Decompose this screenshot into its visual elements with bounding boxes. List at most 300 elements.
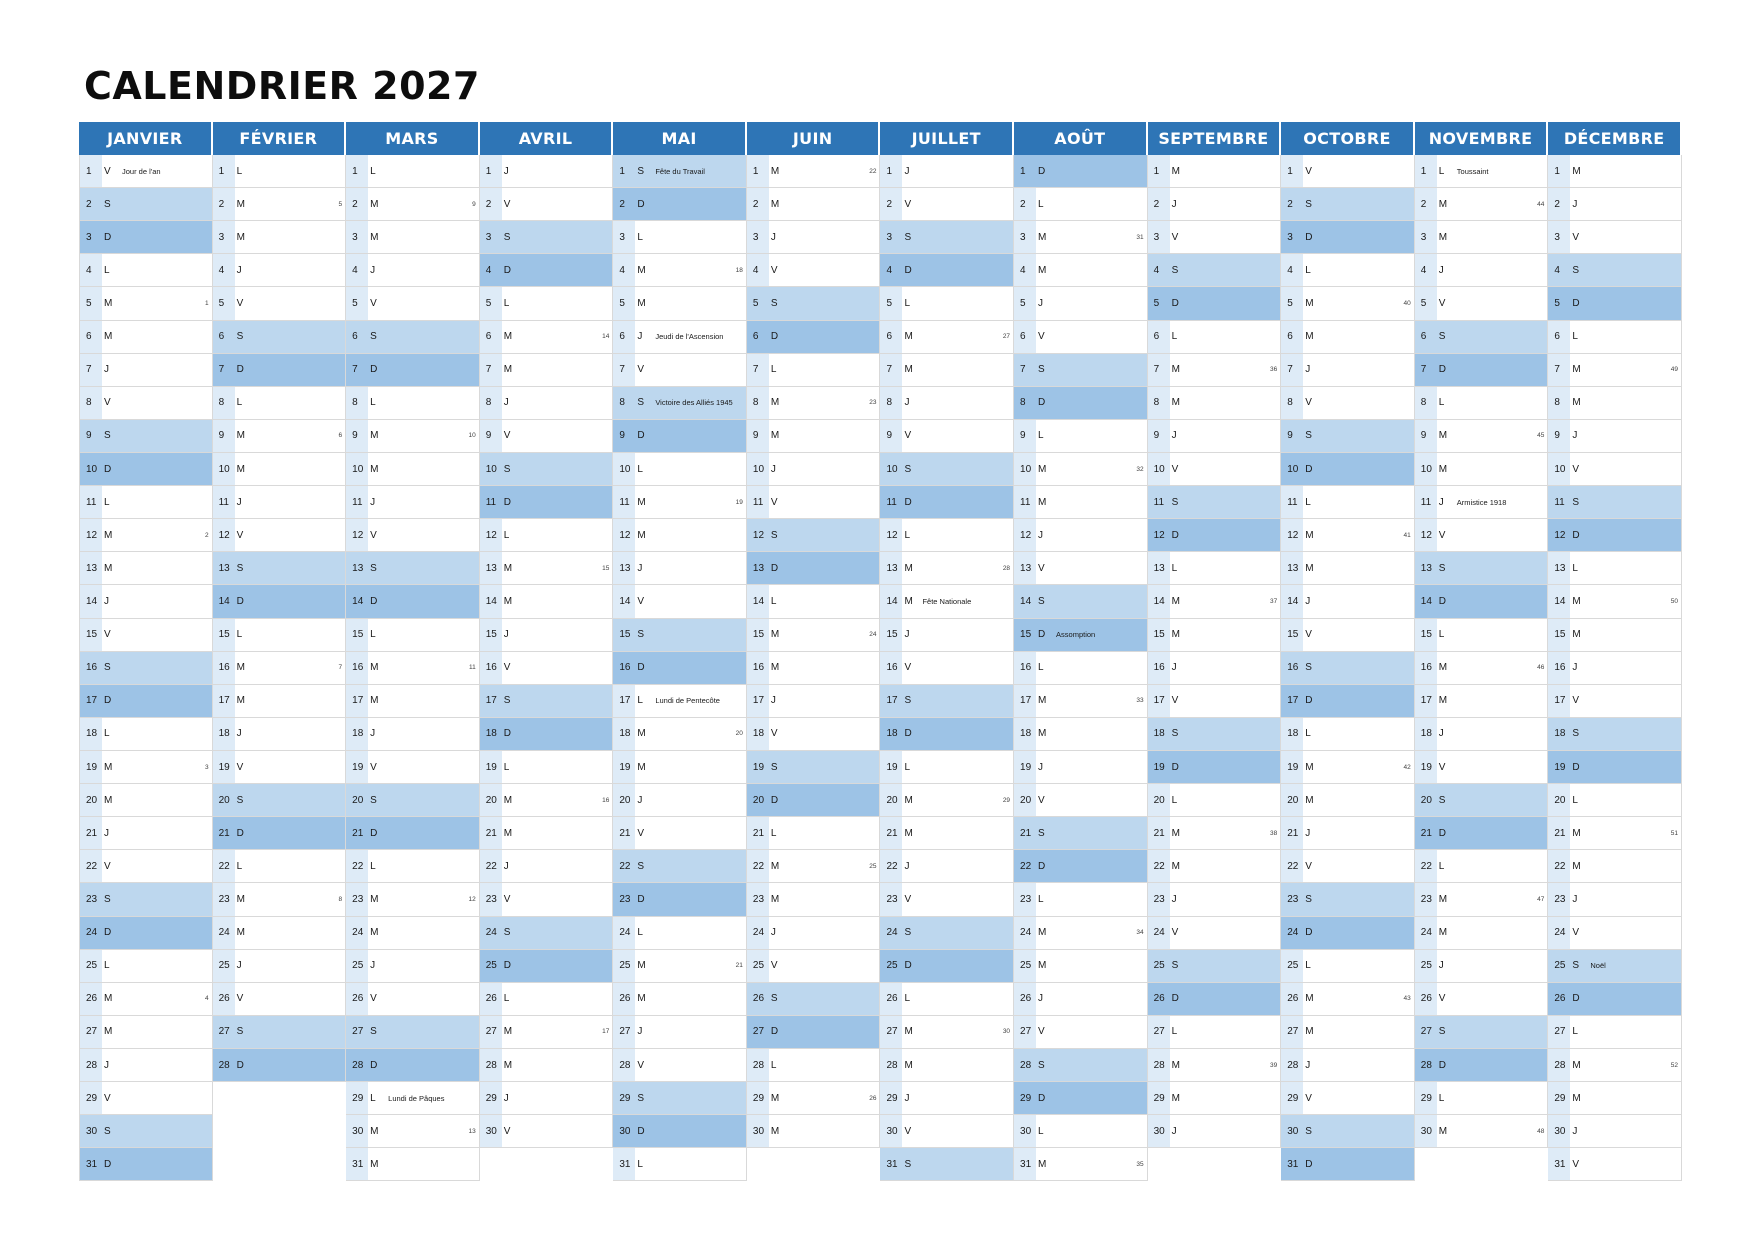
day-cell [1148, 983, 1282, 1016]
day-number: 6 [1148, 321, 1170, 353]
day-cell [346, 718, 480, 751]
day-number: 17 [1415, 685, 1437, 717]
day-number: 9 [619, 430, 625, 442]
day-number: 7 [880, 354, 902, 386]
day-of-week-letter: M [904, 1026, 913, 1038]
day-number: 4 [747, 254, 769, 286]
day-number: 21 [880, 817, 902, 849]
day-cell [1014, 1049, 1148, 1082]
day-number: 7 [1020, 364, 1026, 376]
day-of-week-letter: V [503, 198, 511, 210]
day-number: 23 [346, 883, 368, 915]
week-number: 42 [1403, 763, 1411, 771]
day-number: 22 [80, 850, 102, 882]
day-number: 1 [1148, 155, 1170, 187]
day-of-week-letter: D [637, 198, 645, 210]
week-number: 50 [1670, 597, 1678, 605]
week-number: 4 [204, 995, 209, 1003]
day-cell [213, 784, 347, 817]
day-number: 22 [1415, 850, 1437, 882]
day-of-week-letter: D [770, 331, 779, 343]
day-cell [1281, 850, 1415, 883]
day-cell [1548, 287, 1682, 320]
day-number: 15 [619, 629, 631, 641]
day-cell [880, 817, 1014, 850]
day-cell [1548, 1016, 1682, 1049]
day-cell [346, 784, 480, 817]
day-number: 16 [346, 652, 368, 684]
day-number: 2 [346, 188, 368, 220]
day-of-week-letter: M [1572, 364, 1581, 376]
day-cell [1014, 784, 1148, 817]
day-number: 3 [613, 221, 635, 253]
day-cell [1148, 519, 1282, 552]
day-cell [480, 619, 614, 652]
day-cell [1014, 652, 1148, 685]
holiday-label: Assomption [1056, 630, 1096, 640]
week-number: 17 [602, 1028, 610, 1036]
day-number: 16 [1014, 652, 1036, 684]
day-cell [613, 751, 747, 784]
day-cell [79, 188, 213, 221]
day-cell [1415, 552, 1549, 585]
day-of-week-letter: S [1305, 430, 1312, 442]
week-number: 14 [602, 333, 610, 341]
day-cell [1415, 1049, 1549, 1082]
day-cell [880, 619, 1014, 652]
day-number: 23 [619, 893, 631, 905]
day-of-week-letter: V [1171, 463, 1179, 475]
day-of-week-letter: J [1305, 827, 1311, 839]
week-number: 36 [1269, 366, 1278, 374]
day-of-week-letter: M [1171, 629, 1180, 641]
day-number: 28 [747, 1049, 769, 1081]
day-of-week-letter: J [1572, 662, 1578, 674]
day-number: 29 [1148, 1082, 1170, 1114]
day-of-week-letter: S [1171, 728, 1179, 740]
day-cell [1281, 221, 1415, 254]
day-cell [346, 817, 480, 850]
day-cell [747, 453, 881, 486]
day-cell [1548, 552, 1682, 585]
week-number: 3 [204, 763, 209, 771]
day-of-week-letter: D [104, 231, 112, 243]
day-of-week-letter: V [503, 662, 511, 674]
day-of-week-letter: S [1572, 728, 1580, 740]
day-number: 7 [352, 364, 358, 376]
day-of-week-letter: L [104, 728, 110, 740]
day-number: 24 [1014, 917, 1036, 949]
day-cell [613, 321, 747, 354]
day-of-week-letter: S [236, 794, 244, 806]
day-of-week-letter: M [904, 1059, 913, 1071]
day-of-week-letter: M [503, 794, 513, 806]
day-cell [1148, 652, 1282, 685]
day-of-week-letter: M [1038, 231, 1047, 243]
day-number: 29 [480, 1082, 502, 1114]
day-cell [213, 486, 347, 519]
day-of-week-letter: J [236, 960, 242, 972]
day-number: 2 [1287, 198, 1293, 210]
day-of-week-letter: L [1572, 1026, 1578, 1038]
day-number: 27 [1148, 1016, 1170, 1048]
day-number: 6 [1281, 321, 1303, 353]
day-cell [613, 652, 747, 685]
day-number: 28 [613, 1049, 635, 1081]
day-number: 2 [86, 198, 92, 210]
day-number: 9 [86, 430, 92, 442]
day-number: 20 [1281, 784, 1303, 816]
day-number: 29 [747, 1082, 769, 1114]
day-of-week-letter: V [770, 264, 778, 276]
day-number: 21 [747, 817, 769, 849]
day-of-week-letter: J [904, 165, 910, 177]
day-of-week-letter: V [503, 1125, 511, 1137]
day-cell [1014, 321, 1148, 354]
day-cell [346, 850, 480, 883]
week-number: 44 [1537, 200, 1545, 208]
day-number: 13 [1014, 552, 1036, 584]
day-number: 25 [346, 950, 368, 982]
day-number: 9 [213, 420, 235, 452]
day-of-week-letter: L [770, 364, 777, 376]
day-number: 17 [485, 695, 497, 707]
day-of-week-letter: M [236, 463, 245, 475]
day-number: 15 [1281, 619, 1303, 651]
day-cell [880, 486, 1014, 519]
day-of-week-letter: M [1038, 960, 1047, 972]
day-cell [1415, 188, 1549, 221]
day-number: 26 [752, 993, 765, 1005]
day-number: 22 [880, 850, 902, 882]
day-cell [79, 287, 213, 320]
day-cell [79, 321, 213, 354]
day-number: 15 [346, 619, 368, 651]
day-of-week-letter: V [770, 960, 778, 972]
day-of-week-letter: L [503, 761, 510, 773]
day-of-week-letter: D [1038, 397, 1046, 409]
day-cell [880, 784, 1014, 817]
day-number: 22 [480, 850, 502, 882]
day-of-week-letter: S [236, 562, 244, 574]
day-of-week-letter: L [904, 761, 911, 773]
day-number: 18 [346, 718, 368, 750]
week-number: 11 [468, 664, 476, 672]
day-number: 4 [1415, 254, 1437, 286]
day-cell [1014, 883, 1148, 916]
day-of-week-letter: J [770, 927, 776, 939]
day-cell [613, 585, 747, 618]
day-of-week-letter: J [1305, 1059, 1311, 1071]
day-number: 29 [619, 1092, 631, 1104]
day-number: 11 [886, 496, 897, 508]
day-of-week-letter: M [104, 794, 113, 806]
day-number: 5 [480, 287, 502, 319]
day-cell [880, 420, 1014, 453]
day-number: 11 [1554, 496, 1565, 508]
day-cell [1148, 850, 1282, 883]
day-of-week-letter: S [904, 695, 912, 707]
day-cell [346, 652, 480, 685]
day-number: 21 [352, 827, 364, 839]
day-cell [480, 585, 614, 618]
day-number: 4 [613, 254, 635, 286]
day-number: 15 [1548, 619, 1570, 651]
week-number: 24 [869, 631, 877, 639]
day-of-week-letter: L [236, 397, 243, 409]
day-cell [1415, 1082, 1549, 1115]
day-number: 24 [86, 927, 98, 939]
day-of-week-letter: D [904, 496, 912, 508]
day-cell [1548, 1049, 1682, 1082]
day-number: 22 [346, 850, 368, 882]
day-cell [480, 519, 614, 552]
day-number: 3 [213, 221, 235, 253]
week-number: 41 [1403, 531, 1411, 539]
day-cell [1415, 652, 1549, 685]
day-cell [1415, 784, 1549, 817]
day-cell [1548, 387, 1682, 420]
day-of-week-letter: V [1038, 1026, 1045, 1038]
day-cell [1548, 519, 1682, 552]
day-cell [1014, 519, 1148, 552]
day-number: 11 [1415, 486, 1437, 518]
day-cell [613, 883, 747, 916]
day-number: 25 [1554, 960, 1566, 972]
day-of-week-letter: L [1305, 960, 1311, 972]
day-number: 17 [1548, 685, 1570, 717]
day-cell [480, 1082, 614, 1115]
day-cell [747, 254, 881, 287]
day-of-week-letter: J [236, 728, 242, 740]
day-of-week-letter: S [1171, 496, 1179, 508]
day-of-week-letter: S [1572, 496, 1580, 508]
day-number: 10 [485, 463, 497, 475]
day-number: 7 [480, 354, 502, 386]
day-number: 5 [80, 287, 102, 319]
day-cell [480, 817, 614, 850]
day-number: 7 [1148, 354, 1170, 386]
day-of-week-letter: V [1305, 629, 1312, 641]
day-cell [79, 817, 213, 850]
day-number: 19 [480, 751, 502, 783]
day-number: 6 [80, 321, 102, 353]
day-of-week-letter: L [770, 827, 777, 839]
day-of-week-letter: D [1305, 1158, 1313, 1170]
day-number: 24 [1287, 927, 1299, 939]
day-number: 10 [1148, 453, 1170, 485]
day-of-week-letter: L [1572, 562, 1578, 574]
day-cell [480, 983, 614, 1016]
day-number: 7 [1548, 354, 1570, 386]
day-number: 15 [1020, 629, 1032, 641]
week-number: 49 [1670, 366, 1678, 374]
day-cell [1548, 1115, 1682, 1148]
week-number: 15 [602, 564, 610, 572]
week-number: 45 [1537, 432, 1545, 440]
day-number: 28 [1548, 1049, 1570, 1081]
day-of-week-letter: V [1438, 297, 1446, 309]
day-of-week-letter: M [770, 662, 780, 674]
day-number: 30 [1014, 1115, 1036, 1147]
day-number: 3 [1415, 221, 1437, 253]
day-cell [1415, 155, 1549, 188]
day-of-week-letter: M [770, 430, 780, 442]
day-number: 18 [1153, 728, 1165, 740]
day-cell [1548, 652, 1682, 685]
day-of-week-letter: V [236, 993, 244, 1005]
day-of-week-letter: J [236, 496, 242, 508]
day-number: 13 [480, 552, 502, 584]
day-cell [1014, 1016, 1148, 1049]
day-cell [613, 453, 747, 486]
day-of-week-letter: L [1305, 264, 1311, 276]
day-of-week-letter: D [1438, 1059, 1447, 1071]
day-number: 22 [747, 850, 769, 882]
day-number: 20 [480, 784, 502, 816]
day-of-week-letter: M [1438, 662, 1448, 674]
day-cell [880, 1049, 1014, 1082]
day-cell [613, 1148, 747, 1181]
day-cell [1148, 817, 1282, 850]
day-of-week-letter: M [370, 463, 379, 475]
day-cell [213, 188, 347, 221]
day-of-week-letter: D [1038, 165, 1046, 177]
day-number: 7 [613, 354, 635, 386]
day-of-week-letter: M [637, 960, 646, 972]
day-cell [1014, 619, 1148, 652]
day-cell [480, 652, 614, 685]
day-of-week-letter: D [1038, 1092, 1046, 1104]
day-of-week-letter: M [1572, 595, 1581, 607]
day-cell [1415, 883, 1549, 916]
day-of-week-letter: J [770, 231, 776, 243]
day-number: 13 [80, 552, 102, 584]
week-number: 7 [338, 664, 343, 672]
day-number: 24 [346, 917, 368, 949]
day-number: 16 [619, 662, 631, 674]
day-cell [480, 321, 614, 354]
day-of-week-letter: V [904, 662, 912, 674]
day-cell [1281, 685, 1415, 718]
day-number: 1 [346, 155, 368, 187]
day-number: 8 [80, 387, 102, 419]
day-number: 22 [1281, 850, 1303, 882]
day-of-week-letter: V [1305, 860, 1312, 872]
day-number: 26 [1281, 983, 1303, 1015]
day-of-week-letter: V [104, 629, 111, 641]
month-header: AOÛT [1014, 122, 1148, 155]
day-cell [747, 221, 881, 254]
day-number: 8 [1548, 387, 1570, 419]
day-of-week-letter: S [1438, 331, 1446, 343]
day-number: 29 [80, 1082, 102, 1114]
week-number: 18 [735, 266, 743, 274]
week-number: 35 [1136, 1160, 1144, 1168]
day-of-week-letter: M [1572, 827, 1581, 839]
day-of-week-letter: J [1171, 1125, 1177, 1137]
day-cell [1548, 188, 1682, 221]
day-cell [880, 983, 1014, 1016]
day-number: 25 [485, 960, 497, 972]
day-of-week-letter: J [1038, 529, 1044, 541]
day-number: 7 [80, 354, 102, 386]
day-of-week-letter: M [637, 264, 646, 276]
day-number: 5 [1554, 297, 1560, 309]
day-of-week-letter: M [1572, 1092, 1581, 1104]
day-of-week-letter: L [104, 496, 110, 508]
day-of-week-letter: V [1038, 794, 1045, 806]
day-cell [1014, 552, 1148, 585]
day-of-week-letter: J [1572, 430, 1578, 442]
day-number: 15 [80, 619, 102, 651]
day-number: 17 [1014, 685, 1036, 717]
day-of-week-letter: S [503, 231, 511, 243]
day-number: 27 [352, 1026, 364, 1038]
day-of-week-letter: J [1572, 893, 1578, 905]
day-of-week-letter: J [904, 397, 910, 409]
day-number: 11 [346, 486, 368, 518]
day-cell [346, 1148, 480, 1181]
day-number: 29 [1548, 1082, 1570, 1114]
day-of-week-letter: M [503, 562, 513, 574]
day-number: 30 [880, 1115, 902, 1147]
day-of-week-letter: M [770, 860, 780, 872]
day-cell [1281, 817, 1415, 850]
day-cell [213, 850, 347, 883]
day-of-week-letter: S [770, 993, 778, 1005]
day-of-week-letter: J [236, 264, 242, 276]
day-number: 4 [1554, 264, 1560, 276]
day-cell [1014, 188, 1148, 221]
day-number: 22 [619, 860, 631, 872]
day-of-week-letter: M [503, 331, 513, 343]
day-cell [346, 254, 480, 287]
holiday-label: Victoire des Alliés 1945 [655, 398, 733, 408]
week-number: 2 [204, 531, 209, 539]
day-number: 9 [480, 420, 502, 452]
day-number: 31 [86, 1158, 98, 1170]
day-of-week-letter: S [1305, 198, 1312, 210]
day-number: 18 [485, 728, 497, 740]
day-cell [213, 751, 347, 784]
day-cell [346, 387, 480, 420]
day-number: 2 [1415, 188, 1437, 220]
day-cell [346, 685, 480, 718]
day-cell [880, 652, 1014, 685]
day-of-week-letter: D [104, 695, 112, 707]
day-of-week-letter: M [104, 562, 113, 574]
day-cell [213, 983, 347, 1016]
day-cell [79, 917, 213, 950]
day-number: 14 [352, 595, 364, 607]
day-cell [1281, 751, 1415, 784]
day-of-week-letter: L [236, 860, 243, 872]
day-number: 23 [213, 883, 235, 915]
day-of-week-letter: S [104, 893, 111, 905]
day-of-week-letter: D [904, 960, 912, 972]
day-of-week-letter: M [370, 695, 379, 707]
day-of-week-letter: D [236, 364, 244, 376]
day-cell [1148, 917, 1282, 950]
day-of-week-letter: L [503, 529, 510, 541]
day-number: 6 [613, 321, 635, 353]
day-of-week-letter: M [770, 397, 780, 409]
day-number: 16 [880, 652, 902, 684]
day-cell [1148, 420, 1282, 453]
day-of-week-letter: J [1038, 761, 1044, 773]
day-cell [880, 254, 1014, 287]
